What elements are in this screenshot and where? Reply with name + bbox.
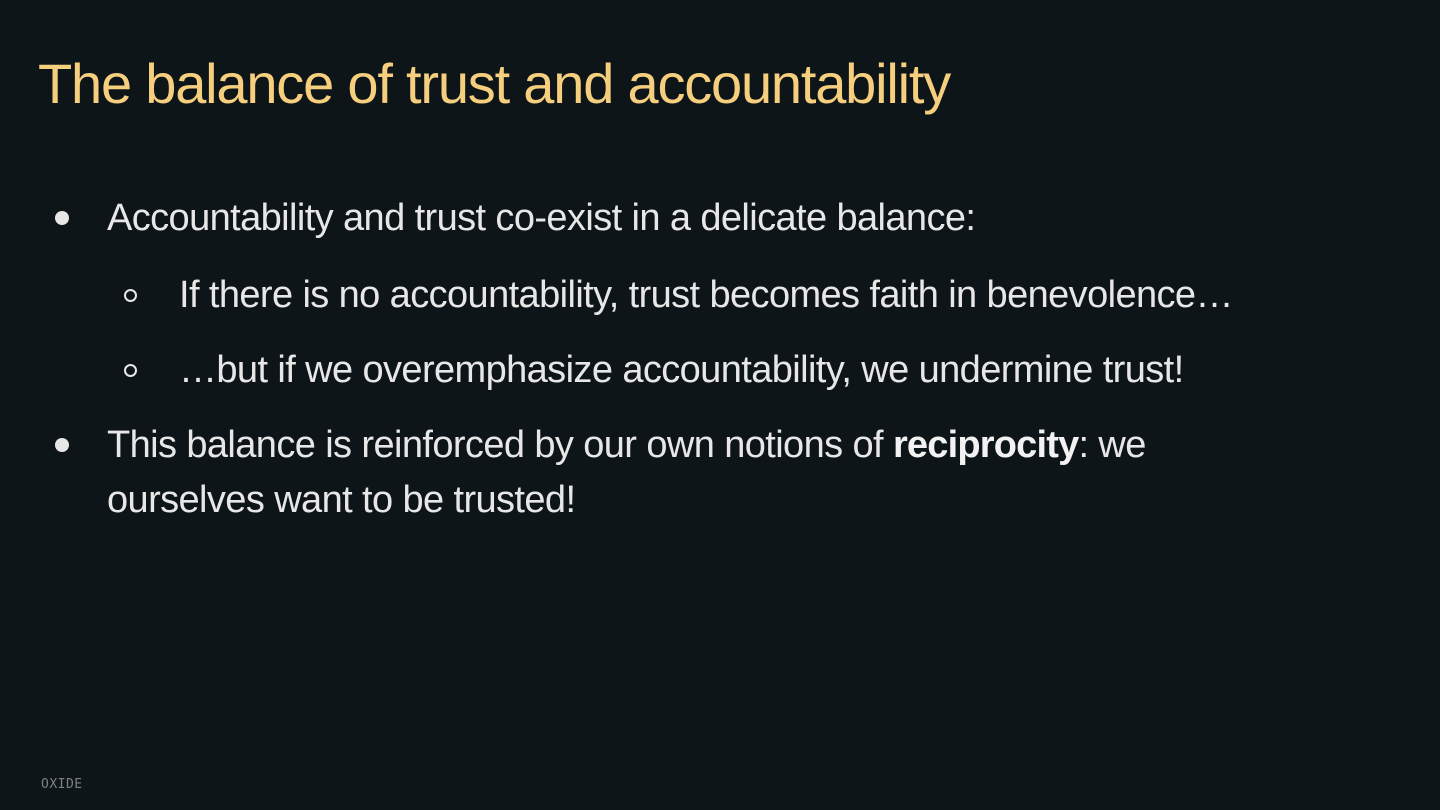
bullet-text: [107, 418, 1267, 528]
slide-title: The balance of trust and accountability: [38, 52, 951, 115]
bullet-text: Accountability and trust co-exist in a delicate balance:: [107, 197, 976, 239]
sub-bullet-item: [0, 268, 1440, 322]
bullet-text-tail: : we ourselves want to be trusted!: [107, 424, 1146, 521]
emphasis-reciprocity: reciprocity: [892, 424, 1079, 466]
bullet-item: [0, 191, 1440, 245]
hollow-bullet-icon: [124, 289, 137, 302]
filled-bullet-icon: [55, 438, 69, 452]
hollow-bullet-icon: [124, 364, 137, 377]
sub-bullet-item: [0, 343, 1440, 397]
bullet-item: [0, 418, 1440, 528]
footer-logo-text: OXIDE: [41, 777, 83, 792]
sub-bullet-text: …but if we overemphasize accountability, we undermine trust!: [179, 349, 1184, 391]
filled-bullet-icon: [55, 211, 69, 225]
sub-bullet-text: If there is no accountability, trust becomes faith in benevolence…: [179, 274, 1233, 316]
bullet-text-lead: This balance is reinforced by our own notions of: [107, 424, 893, 466]
